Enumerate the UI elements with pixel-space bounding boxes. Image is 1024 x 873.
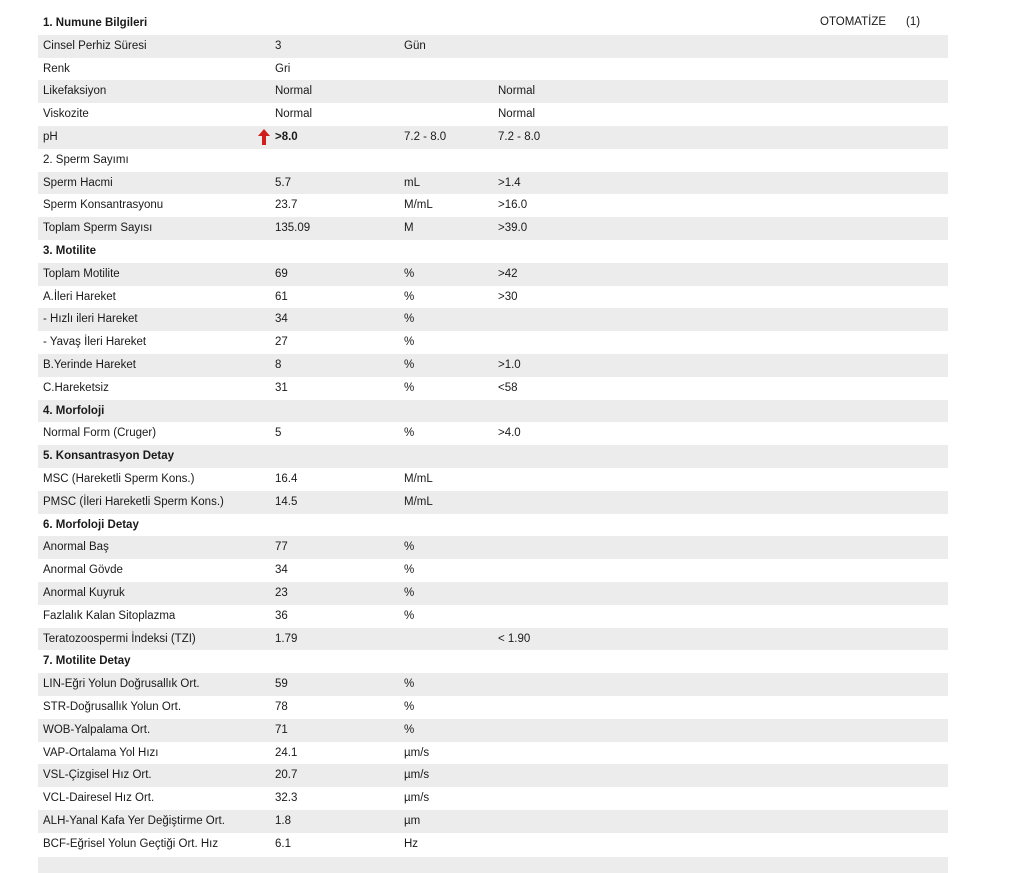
reference-range: Normal bbox=[498, 85, 536, 98]
test-name: Fazlalık Kalan Sitoplazma bbox=[43, 609, 176, 622]
result-value: 78 bbox=[275, 700, 288, 713]
result-unit: % bbox=[404, 313, 415, 326]
table-row bbox=[38, 559, 948, 582]
table-row bbox=[38, 217, 948, 240]
result-value: 3 bbox=[275, 39, 282, 52]
test-name: VCL-Dairesel Hız Ort. bbox=[43, 792, 155, 805]
result-value: 16.4 bbox=[275, 472, 298, 485]
result-unit: % bbox=[404, 267, 415, 280]
table-row bbox=[38, 377, 948, 400]
result-value: 77 bbox=[275, 541, 288, 554]
results-table bbox=[38, 12, 948, 873]
table-row bbox=[38, 331, 948, 354]
result-unit: % bbox=[404, 336, 415, 349]
result-value: 6.1 bbox=[275, 837, 291, 850]
test-name: - Yavaş İleri Hareket bbox=[43, 336, 147, 349]
table-row bbox=[38, 742, 948, 765]
reference-range: >1.0 bbox=[498, 358, 521, 371]
section-title: 3. Motilite bbox=[43, 244, 97, 257]
result-value: 23.7 bbox=[275, 199, 298, 212]
table-row bbox=[38, 696, 948, 719]
table-row bbox=[38, 35, 948, 58]
test-name: Cinsel Perhiz Süresi bbox=[43, 39, 147, 52]
table-row bbox=[38, 468, 948, 491]
section-header-row bbox=[38, 514, 948, 537]
test-name: 2. Sperm Sayımı bbox=[43, 153, 129, 166]
table-row bbox=[38, 263, 948, 286]
table-row bbox=[38, 491, 948, 514]
result-value: 32.3 bbox=[275, 792, 298, 805]
table-row bbox=[38, 58, 948, 81]
result-value: 14.5 bbox=[275, 495, 298, 508]
result-unit: % bbox=[404, 700, 415, 713]
result-value: 24.1 bbox=[275, 746, 298, 759]
section-title: 6. Morfoloji Detay bbox=[43, 518, 139, 531]
result-value: 23 bbox=[275, 586, 288, 599]
test-name: Normal Form (Cruger) bbox=[43, 427, 157, 440]
test-name: Likefaksiyon bbox=[43, 85, 107, 98]
result-value: 5 bbox=[275, 427, 282, 440]
reference-range: < 1.90 bbox=[498, 632, 531, 645]
page-count: (1) bbox=[906, 16, 921, 28]
automation-label: OTOMATİZE bbox=[820, 16, 887, 28]
result-value: 69 bbox=[275, 267, 288, 280]
result-value: >8.0 bbox=[275, 130, 298, 143]
result-value: 135.09 bbox=[275, 222, 311, 235]
result-value: 20.7 bbox=[275, 769, 298, 782]
section-header-row bbox=[38, 12, 948, 35]
result-value: 71 bbox=[275, 723, 288, 736]
test-name: VSL-Çizgisel Hız Ort. bbox=[43, 769, 152, 782]
reference-range: >4.0 bbox=[498, 427, 521, 440]
reference-range: >39.0 bbox=[498, 222, 528, 235]
table-row bbox=[38, 286, 948, 309]
result-unit: M bbox=[404, 222, 414, 235]
result-unit: Hz bbox=[404, 837, 419, 850]
table-row bbox=[38, 787, 948, 810]
reference-range: >1.4 bbox=[498, 176, 521, 189]
result-unit: % bbox=[404, 358, 415, 371]
test-name: pH bbox=[43, 130, 58, 143]
test-name: Anormal Gövde bbox=[43, 564, 123, 577]
reference-range: >30 bbox=[498, 290, 518, 303]
result-unit: Gün bbox=[404, 39, 426, 52]
result-unit: % bbox=[404, 381, 415, 394]
result-value: Normal bbox=[275, 108, 313, 121]
result-unit: % bbox=[404, 678, 415, 691]
result-value: 1.8 bbox=[275, 814, 291, 827]
test-name: Sperm Hacmi bbox=[43, 176, 113, 189]
reference-range: Normal bbox=[498, 108, 536, 121]
test-name: Viskozite bbox=[43, 108, 89, 121]
table-row bbox=[38, 126, 948, 149]
test-name: PMSC (İleri Hareketli Sperm Kons.) bbox=[43, 495, 224, 508]
section-title: 7. Motilite Detay bbox=[43, 655, 131, 668]
table-row bbox=[38, 172, 948, 195]
table-row bbox=[38, 422, 948, 445]
test-name: STR-Doğrusallık Yolun Ort. bbox=[43, 700, 182, 713]
test-name: BCF-Eğrisel Yolun Geçtiği Ort. Hız bbox=[43, 837, 219, 850]
table-row bbox=[38, 810, 948, 833]
result-unit: % bbox=[404, 564, 415, 577]
test-name: Sperm Konsantrasyonu bbox=[43, 199, 164, 212]
section-header-row bbox=[38, 240, 948, 263]
result-value: 61 bbox=[275, 290, 288, 303]
test-name: MSC (Hareketli Sperm Kons.) bbox=[43, 472, 195, 485]
result-value: 31 bbox=[275, 381, 288, 394]
test-name: A.İleri Hareket bbox=[43, 290, 116, 303]
result-unit: M/mL bbox=[404, 472, 433, 485]
result-value: 59 bbox=[275, 678, 288, 691]
result-value: 34 bbox=[275, 313, 288, 326]
table-row bbox=[38, 605, 948, 628]
section-header-row bbox=[38, 445, 948, 468]
reference-range: >42 bbox=[498, 267, 518, 280]
section-header-row bbox=[38, 400, 948, 423]
result-unit: % bbox=[404, 723, 415, 736]
test-name: Toplam Motilite bbox=[43, 267, 120, 280]
section-title: 1. Numune Bilgileri bbox=[43, 17, 148, 29]
table-row bbox=[38, 628, 948, 651]
test-name: VAP-Ortalama Yol Hızı bbox=[43, 746, 159, 759]
table-row bbox=[38, 673, 948, 696]
table-row bbox=[38, 833, 948, 856]
test-name: Toplam Sperm Sayısı bbox=[43, 222, 153, 235]
result-value: 5.7 bbox=[275, 176, 291, 189]
result-unit: µm/s bbox=[404, 792, 430, 805]
result-unit: % bbox=[404, 427, 415, 440]
section-title: 5. Konsantrasyon Detay bbox=[43, 450, 175, 463]
result-unit: µm/s bbox=[404, 746, 430, 759]
table-row bbox=[38, 354, 948, 377]
test-name: Renk bbox=[43, 62, 70, 75]
test-name: C.Hareketsiz bbox=[43, 381, 109, 394]
result-value: 34 bbox=[275, 564, 288, 577]
result-unit: µm bbox=[404, 814, 421, 827]
table-row bbox=[38, 308, 948, 331]
result-unit: % bbox=[404, 586, 415, 599]
test-name: WOB-Yalpalama Ort. bbox=[43, 723, 151, 736]
section-title: 4. Morfoloji bbox=[43, 404, 105, 417]
table-footer-bar bbox=[38, 857, 948, 873]
table-row bbox=[38, 536, 948, 559]
result-value: 36 bbox=[275, 609, 288, 622]
table-row bbox=[38, 194, 948, 217]
test-name: - Hızlı ileri Hareket bbox=[43, 313, 138, 326]
table-row bbox=[38, 764, 948, 787]
table-row bbox=[38, 80, 948, 103]
test-name: B.Yerinde Hareket bbox=[43, 358, 136, 371]
result-unit: % bbox=[404, 290, 415, 303]
table-row bbox=[38, 149, 948, 172]
test-name: ALH-Yanal Kafa Yer Değiştirme Ort. bbox=[43, 814, 225, 827]
result-unit: mL bbox=[404, 176, 420, 189]
result-value: 27 bbox=[275, 336, 288, 349]
reference-range: <58 bbox=[498, 381, 518, 394]
result-unit: % bbox=[404, 541, 415, 554]
reference-range: >16.0 bbox=[498, 199, 528, 212]
table-row bbox=[38, 582, 948, 605]
reference-range: 7.2 - 8.0 bbox=[498, 130, 541, 143]
result-value: 1.79 bbox=[275, 632, 298, 645]
result-value: 8 bbox=[275, 358, 282, 371]
test-name: Teratozoospermi İndeksi (TZI) bbox=[43, 632, 196, 645]
result-value: Normal bbox=[275, 85, 313, 98]
table-row bbox=[38, 719, 948, 742]
high-flag-up-arrow-icon bbox=[257, 128, 271, 146]
test-name: Anormal Baş bbox=[43, 541, 109, 554]
result-unit: % bbox=[404, 609, 415, 622]
result-unit: M/mL bbox=[404, 199, 433, 212]
test-name: LIN-Eğri Yolun Doğrusallık Ort. bbox=[43, 678, 200, 691]
result-unit: 7.2 - 8.0 bbox=[404, 130, 447, 143]
section-header-row bbox=[38, 650, 948, 673]
result-unit: µm/s bbox=[404, 769, 430, 782]
test-name: Anormal Kuyruk bbox=[43, 586, 125, 599]
table-row bbox=[38, 103, 948, 126]
result-value: Gri bbox=[275, 62, 291, 75]
result-unit: M/mL bbox=[404, 495, 433, 508]
